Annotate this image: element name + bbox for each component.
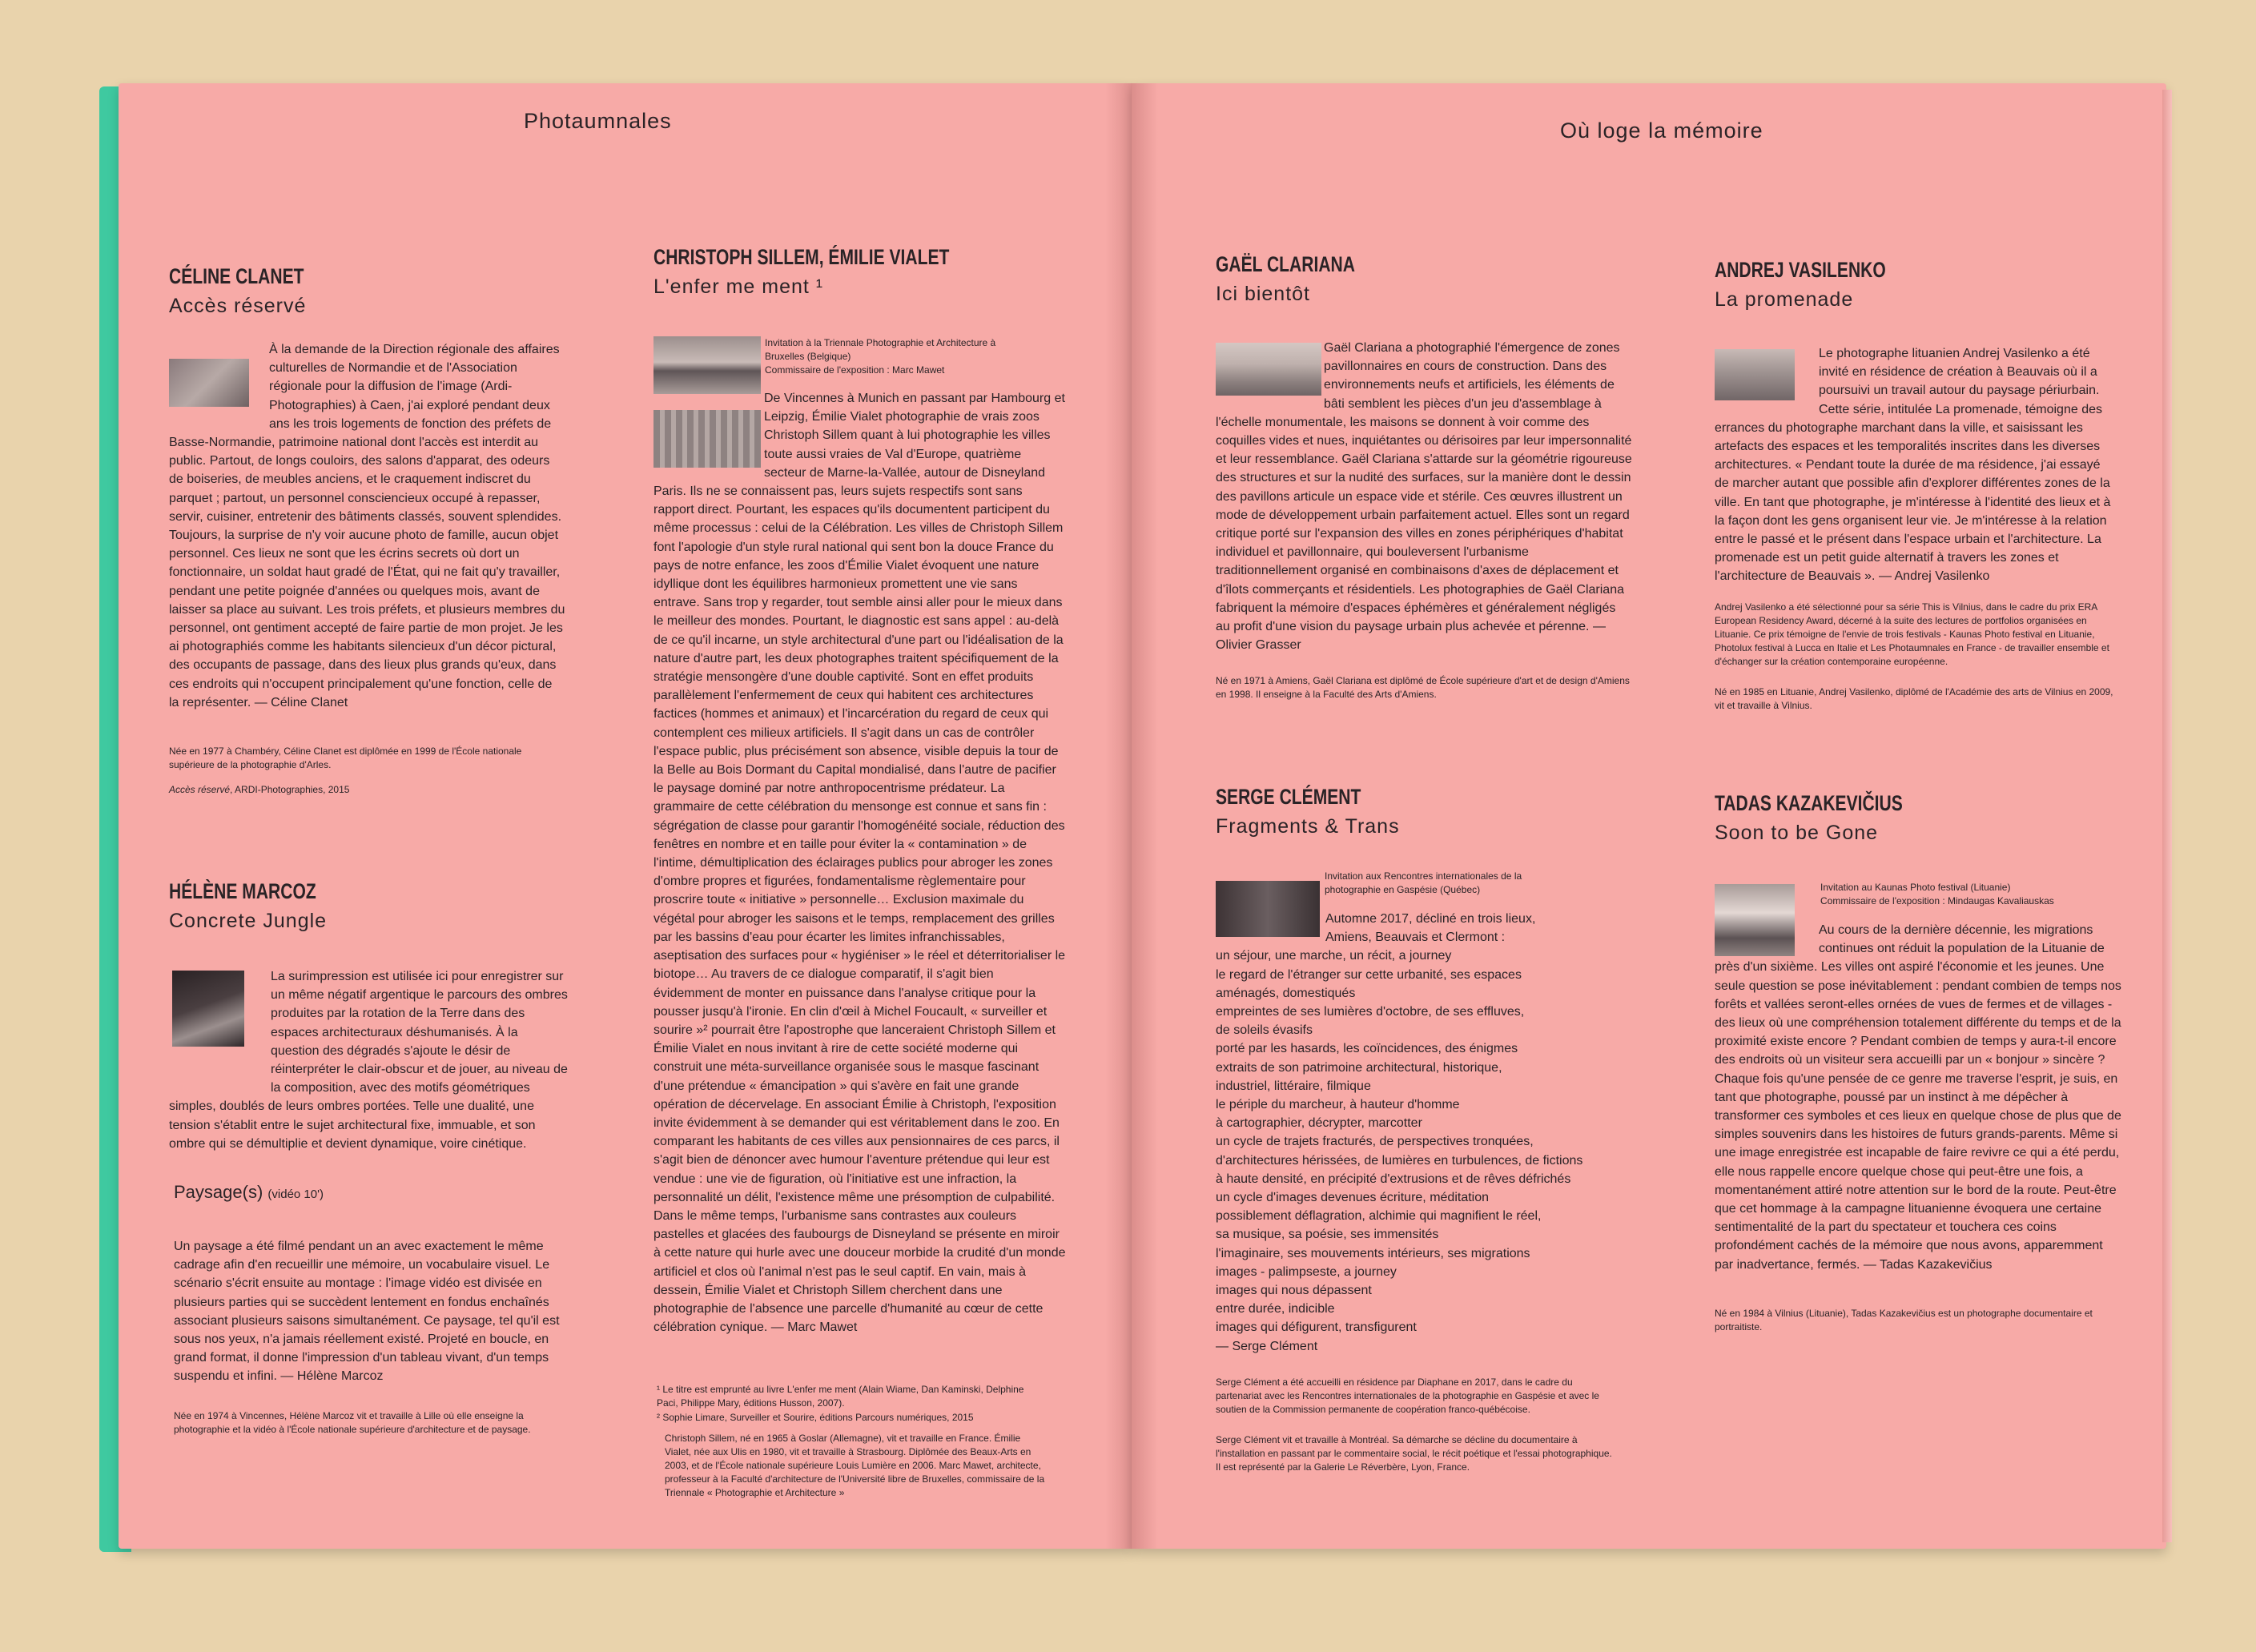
poem-line: — Serge Clément	[1216, 1339, 1318, 1353]
curator-note: Commissaire de l'exposition : Marc Mawet	[765, 364, 945, 376]
credit-note	[169, 783, 545, 797]
poem-line: Automne 2017, décliné en trois lieux,	[1325, 912, 1536, 926]
poem-line: images - palimpseste, a journey	[1216, 1264, 1397, 1279]
bio-note: Née en 1977 à Chambéry, Céline Clanet est diplômée en 1999 de l'École nationale supérieure de la photographie d'Arles.	[169, 746, 522, 770]
invitation-note: Invitation aux Rencontres internationales de la photographie en Gaspésie (Québec)	[1325, 870, 1522, 895]
work-title: La promenade	[1715, 288, 1854, 311]
poem-line: extraits de son patrimoine architectural, historique,	[1216, 1060, 1502, 1075]
poem-line: à cartographier, décrypter, marcotter	[1216, 1116, 1422, 1131]
body-text: Un paysage a été filmé pendant un an avec exactement le même cadrage afin d'en recueillir une mémoire, un vocabulaire visuel. Le scénario s'écrit ensuite au montage : l'image vidéo est divisée en plusieurs parties qui se succèdent lentement en fondus enchaînés associant plusieurs saisons simultanément. Ce paysage, tel qu'il est sous nos yeux, n'a jamais réellement existé. Projeté en boucle, en grand format, il donne l'impression d'un tableau vivant, d'un temps suspendu et infini. — Hélène Marcoz	[174, 1240, 560, 1384]
bio-note: Né en 1984 à Vilnius (Lituanie), Tadas Kazakevičius est un photographe documentaire et portraitiste.	[1715, 1308, 2093, 1332]
poem-line: un séjour, une marche, un récit, a journey	[1216, 949, 1452, 963]
poem-line: porté par les hasards, les coïncidences, des énigmes	[1216, 1042, 1518, 1056]
poem-line: empreintes de ses lumières d'octobre, de ses effluves,	[1216, 1005, 1525, 1019]
poem-line: un cycle de trajets fracturés, de perspectives tronquées,	[1216, 1135, 1534, 1149]
poem-line: sa musique, sa poésie, ses immensités	[1216, 1228, 1439, 1242]
bio-note: Christoph Sillem, né en 1965 à Goslar (Allemagne), vit et travaille en France. Émilie Vialet, née aux Ulis en 1980, vit et travaille à Strasbourg. Diplômée des Beaux-Arts en 2003, et de l'École nationale supérieure Louis Lumière en 2006. Marc Mawet, architecte, professeur à la Faculté d'architecture de l'Université libre de Bruxelles, commissaire de la Triennale « Photographie et Architecture »	[665, 1433, 1045, 1498]
body-text: Au cours de la dernière décennie, les migrations continues ont réduit la population de la Lituanie de près d'un sixième. Les villes ont aspiré l'économie et les jeunes. Une seule question se pose inévitablement : pendant combien de temps nos forêts et vallées seront-elles ornées de vues de fermes et de villages - des lieux où une compréhension totalement différente du temps et de la proximité existe encore ? Pendant combien de temps y aura-t-il encore des endroits où un visiteur sera accueilli par un « bonjour » sincère ? Chaque fois qu'une pensée de ce genre me traverse l'esprit, je suis, en tant que photographe, poussé par un instinct à me dépêcher à transformer ces symboles et ces lieux en quelque chose de plus que de simples souvenirs dans les histoires de futurs grands-parents. Même si une image enregistrée est incapable de faire revivre ce qui a été perdu, elle nous rappelle encore quelque chose qui peut-être une fois, a momentanément attiré notre attention sur le bord de la route. Peut-être que cet hommage à la campagne lituanienne évoquera une certaine sentimentalité de la part du spectateur et touchera ces coins profondément cachés de la mémoire que nous avons, apparemment par inadvertance, fermés. — Tadas Kazakevičius	[1715, 923, 2121, 1272]
bio-note: Née en 1974 à Vincennes, Hélène Marcoz vit et travaille à Lille où elle enseigne la photographie et la vidéo à l'École nationale supérieure d'architecture et de paysage.	[174, 1410, 531, 1435]
body-text: À la demande de la Direction régionale des affaires culturelles de Normandie et de l'Association régionale pour la diffusion de l'image (Ardi-Photographies) à Caen, j'ai exploré pendant deux ans les trois logements de fonction des préfets de Basse-Normandie, patrimoine national dont l'accès est interdit au public. Partout, de longs couloirs, des salons d'apparat, des odeurs de boiseries, de meubles anciens, et le craquement indiscret du parquet ; partout, un personnel consciencieux occupé à repasser, servir, cuisiner, entretenir des bâtiments classés, souvent splendides. Toujours, la surprise de n'y voir aucune photo de famille, aucun objet personnel. Ces lieux ne sont que les écrins secrets où dort un fonctionnaire, un soldat haut gradé de l'État, qui ne fait qu'y travailler, pendant une petite poignée d'années ou quelques mois, avant de laisser sa place au suivant. Les trois préfets, et plusieurs membres du personnel, ont gentiment accepté de faire partie de mon projet. Je les ai photographiés comme les habitants silencieux d'un décor pictural, des occupants de passage, dans des lieux plus grands qu'eux, dans ces endroits qui n'occupent principalement qu'une fonction, celle de la représenter. — Céline Clanet	[169, 343, 565, 709]
poem-line: de soleils évasifs	[1216, 1023, 1313, 1038]
poem-line: Amiens, Beauvais et Clermont :	[1325, 931, 1506, 945]
poem-line: entre durée, indicible	[1216, 1302, 1335, 1316]
running-head-right: Où loge la mémoire	[1560, 119, 1763, 143]
work-title: Soon to be Gone	[1715, 822, 1879, 844]
poem-line: images qui nous dépassent	[1216, 1284, 1372, 1298]
credit-title: Accès réservé	[169, 784, 231, 795]
essay-text	[653, 389, 1066, 1336]
work-title: L'enfer me ment ¹	[653, 275, 824, 298]
artist-text	[1216, 339, 1632, 654]
invitation-note: Invitation au Kaunas Photo festival (Lituanie)	[1820, 882, 2011, 893]
poem-line: possiblement déflagration, alchimie qui magnifient le réel,	[1216, 1209, 1542, 1224]
subsection-title	[174, 1182, 324, 1203]
artist-text	[169, 967, 569, 1153]
curator-note: Commissaire de l'exposition : Mindaugas Kavaliauskas	[1820, 895, 2054, 906]
poem-line: le regard de l'étranger sur cette urbanité, ses espaces	[1216, 967, 1522, 982]
invitation-note: Invitation à la Triennale Photographie et Architecture à Bruxelles (Belgique)	[765, 337, 996, 362]
artist-name: CÉLINE CLANET	[169, 264, 304, 288]
artist-name: SERGE CLÉMENT	[1216, 785, 1361, 809]
body-text: Le photographe lituanien Andrej Vasilenko a été invité en résidence de création à Beauvais où il a poursuivi un travail autour du paysage périurbain. Cette série, intitulée La promenade, témoigne des errances du photographe marchant dans la ville, et saisissant les artefacts des espaces et les temporalités inscrites dans les diverses architectures. « Pendant toute la durée de ma résidence, j'ai essayé de marcher autant que possible afin d'explorer différentes zones de la ville. En tant que photographe, je m'intéresse à l'identité des lieux et à la façon dont les gens organisent leur vie. Je m'intéresse à la relation entre le passé et le présent dans l'espace urbain et l'architecture. La promenade est un petit guide alternatif à travers les zones et l'architecture de Beauvais ». — Andrej Vasilenko	[1715, 347, 2111, 584]
poem-text	[1216, 910, 1648, 1356]
credit-rest: , ARDI-Photographies, 2015	[230, 784, 350, 795]
bio-note: Né en 1985 en Lituanie, Andrej Vasilenko, diplômé de l'Académie des arts de Vilnius en 2009, vit et travaille à Vilnius.	[1715, 686, 2113, 711]
residency-note: Serge Clément a été accueilli en résidence par Diaphane en 2017, dans le cadre du partenariat avec les Rencontres internationales de la photographie en Gaspésie et avec le soutien de la Commission permanente de coopération franco-québécoise.	[1216, 1377, 1599, 1415]
artist-name: CHRISTOPH SILLEM, ÉMILIE VIALET	[653, 245, 950, 269]
poem-line: d'architectures hérissées, de lumières en turbulences, de fictions	[1216, 1153, 1583, 1168]
poem-line: aménagés, domestiqués	[1216, 986, 1356, 1000]
running-head-left: Photaumnales	[524, 109, 672, 133]
poem-line: l'imaginaire, ses mouvements intérieurs, ses migrations	[1216, 1246, 1530, 1260]
artist-name: HÉLÈNE MARCOZ	[169, 879, 316, 903]
poem-line: industriel, littéraire, filmique	[1216, 1079, 1371, 1093]
artist-name: ANDREJ VASILENKO	[1715, 258, 1886, 282]
artist-name: TADAS KAZAKEVIČIUS	[1715, 791, 1903, 815]
bio-note: Serge Clément vit et travaille à Montréal. Sa démarche se décline du documentaire à l'installation en passant par le commentaire social, le récit poétique et l'essai photographique. Il est représenté par la Galerie Le Réverbère, Lyon, France.	[1216, 1434, 1612, 1473]
poem-line: à haute densité, en précipité d'extrusions et de rêves défrichés	[1216, 1172, 1571, 1186]
poem-line: un cycle d'images devenues écriture, méditation	[1216, 1191, 1490, 1205]
poem-line: images qui défigurent, transfigurent	[1216, 1320, 1417, 1335]
bio-note: Né en 1971 à Amiens, Gaël Clariana est diplômé de École supérieure d'art et de design d'Amiens en 1998. Il enseigne à la Faculté des Arts d'Amiens.	[1216, 675, 1630, 700]
subsection-label: Paysage(s)	[174, 1182, 263, 1202]
artist-text	[1715, 921, 2121, 1274]
artist-name: GAËL CLARIANA	[1216, 252, 1355, 276]
subsection-note: (vidéo 10')	[267, 1188, 324, 1201]
artist-text	[1715, 344, 2115, 586]
photo-thumbnail	[653, 336, 761, 394]
body-text: La surimpression est utilisée ici pour enregistrer sur un même négatif argentique le parcours des ombres produites par la rotation de la Terre dans des espaces architecturaux déshumanisés. À la question des dégradés s'ajoute le désir de réinterpréter le clair-obscur et de jouer, au niveau de la composition, avec des motifs géométriques simples, doublés de leurs ombres portées. Telle une dualité, une tension s'établit entre le sujet architectural fixe, immuable, et son ombre qui se démultiplie et devient dynamique, voire cinétique.	[169, 970, 568, 1151]
body-text: De Vincennes à Munich en passant par Hambourg et Leipzig, Émilie Vialet photographie de vrais zoos Christoph Sillem quant à lui photographie les villes toute aussi vraies de Val d'Europe, quatrième secteur de Marne-la-Vallée, autour de Disneyland Paris. Ils ne se connaissent pas, leurs sujets respectifs sont sans rapport direct. Pourtant, les espaces qu'ils documentent participent du même processus : celui de la Célébration. Les villes de Christoph Sillem font l'apologie d'un style rural national qui sent bon la douce France du pays de notre enfance, les zoos d'Émilie Vialet évoquent une nature idyllique dont les équilibres harmonieux promettent une vie sans entrave. Sans trop y regarder, tout semble ainsi aller pour le mieux dans le meilleur des mondes. Pourtant, le diagnostic est sans appel : au-delà de ce qu'il incarne, un style architectural d'une part ou l'idéalisation de la nature d'autre part, les deux photographes traitent spécifiquement de la stratégie mensongère d'une double captivité. Sont en effet produits parallèlement l'enfermement de ceux qui habitent ces architectures factices (hommes et animaux) et l'incarcération du regard de ceux qui contemplent ces milieux artificiels. Il s'agit dans un cas de contrôler l'espace public, plus précisément son absence, visible depuis la tour de la Belle au Bois Dormant du Capital mondialisé, dans l'autre de pacifier le paysage dominé par notre anthropocentrisme prédateur. La grammaire de cette célébration du mensonge est connue et sans fin : ségrégation de classe pour garantir l'homogénéité sociale, réduction des fenêtres en nombre et en taille pour éviter la « contamination » de l'intime, démultiplication des éclairages publics pour abroger les zones d'ombre propres et figurées, fondamentalisme règlementaire pour proscrire toute « initiative » personnelle… Exclusion maximale du végétal pour abroger les saisons et le temps, remplacement des grilles par les bassins d'eau pour écarter les limites infranchissables, aseptisation des surfaces pour « hygiéniser » le réel et déterritorialiser le biotope… Au travers de ce dialogue comparatif, il s'agit bien évidemment de monter en puissance dans l'analyse critique pour la pousser jusqu'à l'ironie. En clin d'œil à Michel Foucault, « surveiller et sourire »² pourrait être l'apostrophe que lanceraient Christoph Sillem et Émilie Vialet en nous invitant à rire de cette société moderne qui construit une méta-surveillance organisée sous le masque fascinant d'une prétendue « émancipation » qui s'avère en fait une grande opération de décervelage. En associant Émilie à Christoph, l'exposition invite évidemment à se demander qui est véritablement dans le zoo. En comparant les habitants de ces villes aux pensionnaires de ces parcs, il s'agit bien de dénoncer avec humour l'aventure prétendue qui leur est vendue : une vie de figuration, où l'initiative est une infraction, la personnalité un délit, l'existence même une présomption de culpabilité. Dans le même temps, l'urbanisme sans contrastes aux couleurs pastelles et glacées des faubourgs de Disneyland se présente en miroir à cette nature qui hurle avec une douceur morbide la crudité d'un monde artificiel et clos où l'animal n'est pas le seul captif. En vain, mais à dessein, Émilie Vialet et Christoph Sillem cherchent dans une photographie de l'absence une parcelle d'humanité au cœur de cette célébration cynique. — Marc Mawet	[653, 392, 1066, 1335]
body-text: Gaël Clariana a photographié l'émergence de zones pavillonnaires en cours de construction. Dans des environnements neufs et artificiels, les éléments de bâti semblent les pièces d'un jeu d'assemblage à l'échelle monumentale, les maisons se donnent à voir comme des coquilles vides et nues, inquiétantes ou dérisoires par leur impersonnalité et leur ressemblance. Gaël Clariana s'attarde sur la géométrie rigoureuse des structures et sur la nudité des surfaces, sur la manière dont le dessin des pavillons articule un espace vide et stérile. Ces œuvres illustrent un mode de développement urbain parfaitement actuel. Elles sont un regard critique porté sur l'expansion des villes en zones périphériques d'habitat individuel et pavillonnaire, qui bouleversent l'urbanisme traditionnellement organisé en combinaisons d'axes de déplacement et d'îlots commerçants et résidentiels. Les photographies de Gaël Clariana fabriquent la mémoire d'espaces éphémères et généralement négligés au profit d'une vision du paysage urbain plus achevée et pérenne. — Olivier Grasser	[1216, 341, 1632, 653]
poem-lines	[1216, 910, 1648, 1356]
work-title: Accès réservé	[169, 295, 307, 317]
poem-line: le périple du marcheur, à hauteur d'homme	[1216, 1098, 1460, 1112]
work-title: Ici bientôt	[1216, 283, 1311, 305]
award-note: Andrej Vasilenko a été sélectionné pour sa série This is Vilnius, dans le cadre du prix ERA European Residency Award, décerné à la suite des lectures de portfolios organisées en Lituanie. Ce prix témoigne de l'envie de trois festivals - Kaunas Photo festival en Lituanie, Photolux festival à Lucca en Italie et Les Photaumnales en France - de travailler ensemble et d'échanger sur la création contemporaine européenne.	[1715, 601, 2109, 667]
footnote: ¹ Le titre est emprunté au livre L'enfer me ment (Alain Wiame, Dan Kaminski, Delphine Paci, Philippe Mary, éditions Husson, 2007).	[657, 1384, 1024, 1409]
work-title: Concrete Jungle	[169, 910, 328, 932]
work-title: Fragments & Trans	[1216, 815, 1400, 838]
page-edges	[2162, 90, 2172, 1542]
footnote: ² Sophie Limare, Surveiller et Sourire, éditions Parcours numériques, 2015	[657, 1412, 974, 1423]
gutter-shadow	[1105, 83, 1158, 1549]
artist-text	[169, 340, 565, 712]
